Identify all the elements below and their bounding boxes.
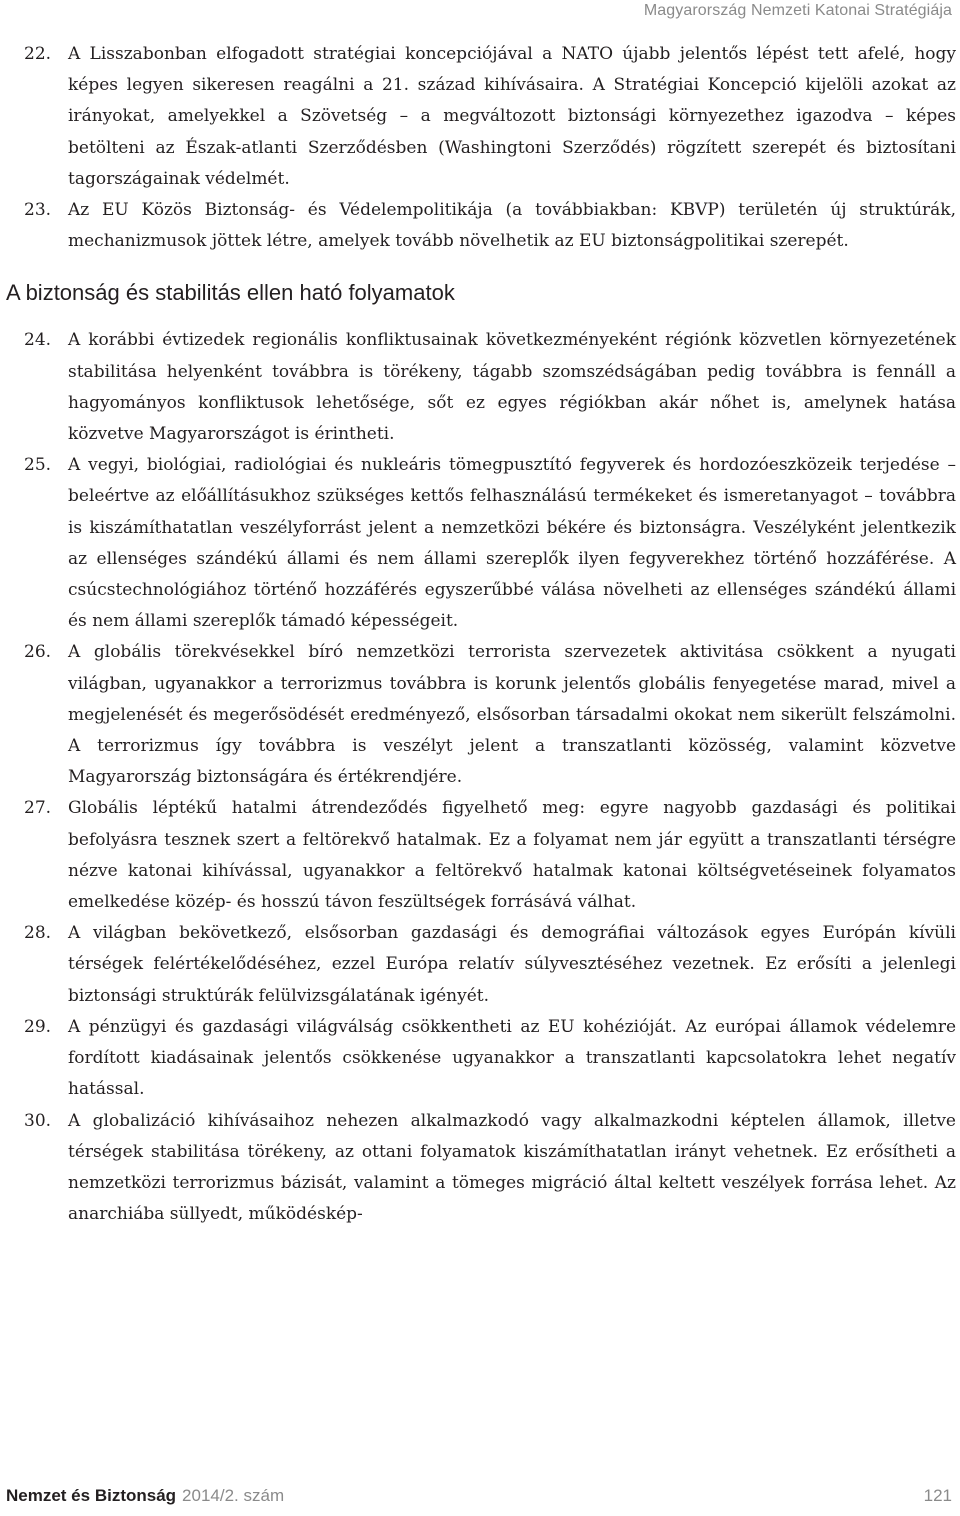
paragraph-number: 28. (24, 923, 52, 944)
footer-journal-title: Nemzet és Biztonság (6, 1486, 177, 1505)
paragraph-text: Globális léptékű hatalmi átrendeződés figyelhető meg: egyre nagyobb gazdasági és politikai befolyásra tesznek szert a feltörekvő hatalmak. Ez a folyamat nem jár együtt a transzatlanti térségre nézve katonai kihívással, ugyanakkor a feltörekvő hatalmak katonai költségvetéseinek folyamatos emelkedése közép- és hosszú távon feszültségek forrásává válhat. (68, 798, 956, 913)
numbered-paragraph (24, 39, 956, 195)
paragraph-number: 27. (24, 798, 52, 819)
numbered-paragraph (24, 195, 956, 257)
numbered-paragraph (24, 325, 956, 450)
numbered-paragraph (24, 637, 956, 793)
numbered-paragraph (24, 793, 956, 918)
paragraph-number: 29. (24, 1016, 52, 1037)
numbered-paragraph (24, 918, 956, 1012)
paragraph-number: 22. (24, 44, 52, 64)
page-body (6, 39, 956, 1230)
paragraph-text: A globalizáció kihívásaihoz nehezen alkalmazkodó vagy alkalmazkodni képtelen államok, illetve térségek stabilitása törékeny, az ottani folyamatok kiszámíthatatlan irányt vehetnek. Ez erősítheti a nemzetközi terrorizmus bázisát, valamint a tömeges migráció által keltett veszélyek forrása lehet. Az anarchiába süllyedt, működéskép- (68, 1110, 956, 1225)
paragraph-number: 26. (24, 642, 52, 663)
numbered-paragraph (24, 450, 956, 637)
paragraph-text: A pénzügyi és gazdasági világválság csökkentheti az EU kohézióját. Az európai államok védelemre fordított kiadásainak jelentős csökkenése ugyanakkor a transzatlanti kapcsolatokra lehet negatív hatással. (68, 1016, 956, 1100)
paragraph-number: 24. (24, 330, 52, 351)
paragraph-text: Az EU Közös Biztonság- és Védelempolitikája (a továbbiakban: KBVP) területén új struktúrák, mechanizmusok jöttek létre, amelyek tovább növelhetik az EU biztonságpolitikai szerepét. (68, 200, 956, 252)
paragraph-number: 25. (24, 455, 52, 476)
numbered-paragraph (24, 1012, 956, 1106)
paragraph-number: 30. (24, 1110, 52, 1131)
section-heading: A biztonság és stabilitás ellen ható folyamatok (6, 280, 455, 306)
paragraph-text: A Lisszabonban elfogadott stratégiai koncepciójával a NATO újabb jelentős lépést tett afelé, hogy képes legyen sikeresen reagálni a 21. század kihívásaira. A Stratégiai Koncepció kijelöli azokat az irányokat, amelyekkel a Szövetség – a megváltozott biztonsági környezethez igazodva – képes betölteni az Észak-atlanti Szerződésben (Washingtoni Szerződés) rögzített szerepét és biztosítani tagországainak védelmét. (68, 44, 956, 189)
paragraph-text: A globális törekvésekkel bíró nemzetközi terrorista szervezetek aktivitása csökkent a nyugati világban, ugyanakkor a terrorizmus továbbra is korunk jelentős globális fenyegetése marad, mivel a megjelenését és megerősödését eredményező, elsősorban társadalmi okokat nem sikerült felszámolni. A terrorizmus így továbbra is veszélyt jelent a transzatlanti közösség, valamint közvetve Magyarország biztonságára és értékrendjére. (68, 642, 956, 788)
paragraph-number: 23. (24, 200, 52, 221)
numbered-paragraph (24, 1106, 956, 1231)
paragraph-text: A világban bekövetkező, elsősorban gazdasági és demográfiai változások egyes Európán kívüli térségek felértékelődéséhez, ezzel Európa relatív súlyvesztéséhez vezetnek. Ez erősíti a jelenlegi biztonsági struktúrák felülvizsgálatának igényét. (68, 923, 956, 1006)
page-footer (6, 1486, 952, 1512)
footer-issue: 2014/2. szám (182, 1486, 285, 1505)
running-head-title: Magyarország Nemzeti Katonai Stratégiája (643, 2, 952, 19)
page-number: 121 (923, 1486, 952, 1505)
paragraph-text: A vegyi, biológiai, radiológiai és nukleáris tömegpusztító fegyverek és hordozóeszközeik terjedése – beleértve az előállításukhoz szükséges kettős felhasználású termékeket és ismeretanyagot – továbbra is kiszámíthatatlan veszélyforrást jelent a nemzetközi békére és biztonságra. Veszélyként jelentkezik az ellenséges szándékú állami és nem állami szereplők ilyen fegyverekhez történő hozzáférése. A csúcstechnológiához történő hozzáférés egyszerűbbé válása növelheti az ellenséges szándékú állami és nem állami szereplők támadó képességeit. (68, 455, 956, 632)
paragraph-text: A korábbi évtizedek regionális konfliktusainak következményeként régiónk közvetlen környezetének stabilitása helyenként továbbra is törékeny, tágabb szomszédságában pedig továbbra is fennáll a hagyományos konfliktusok lehetősége, sőt ez egyes régiókban akár nőhet is, amelynek hatása közvetve Magyarországot is érintheti. (68, 330, 956, 445)
